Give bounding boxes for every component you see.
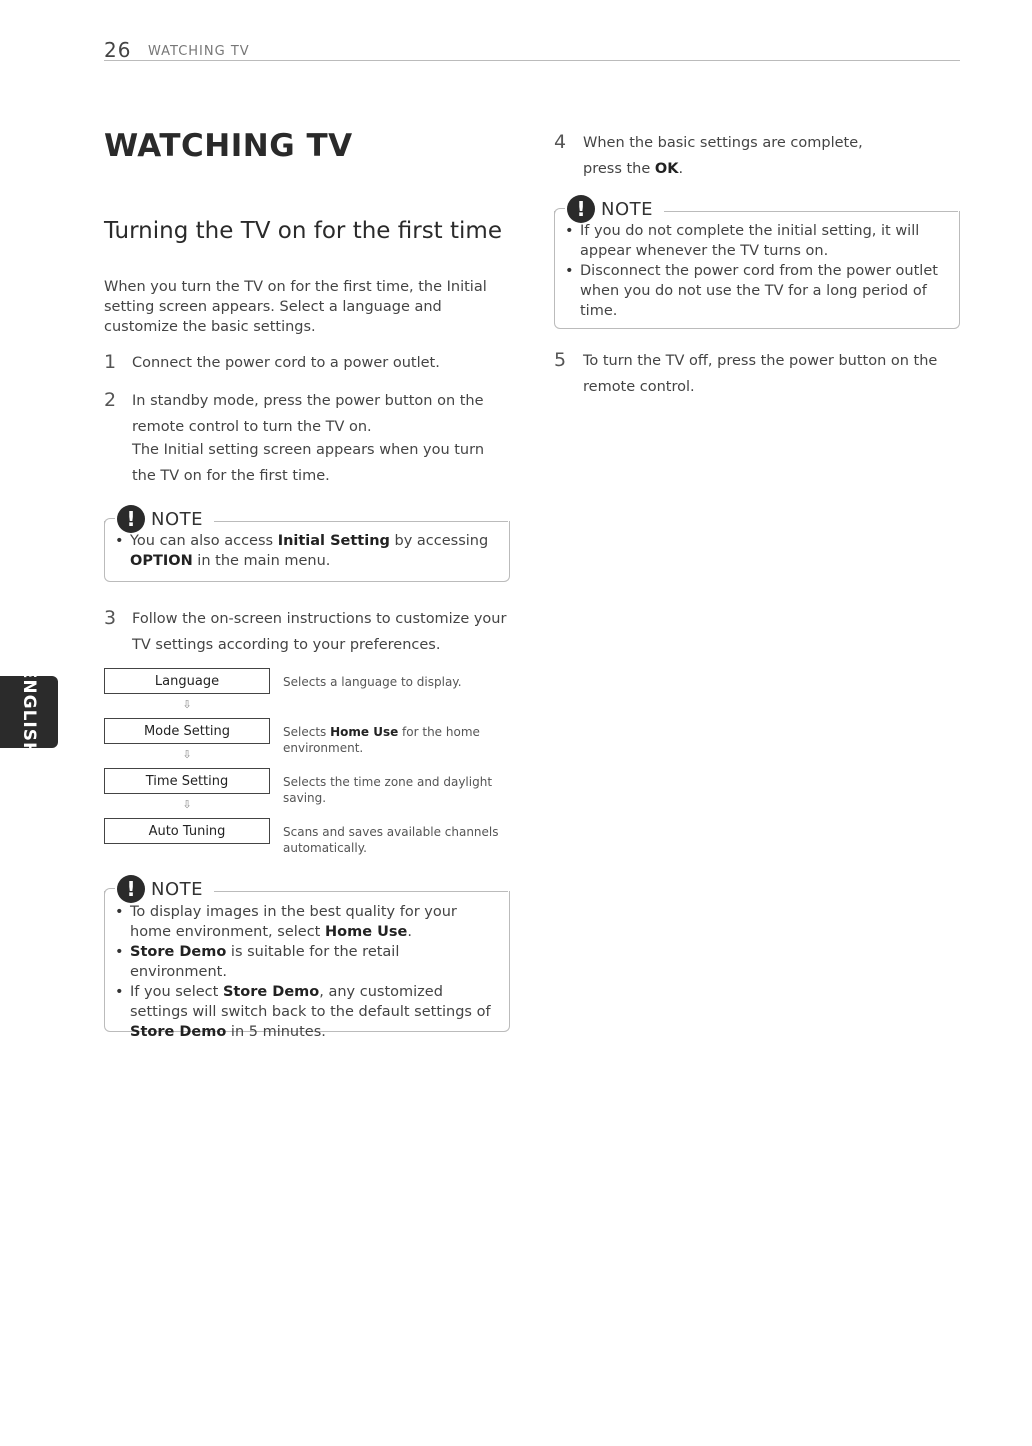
- note-2-label: NOTE: [151, 878, 204, 900]
- note-1-label: NOTE: [151, 508, 204, 530]
- note-2-item-2: • Store Demo is suitable for the retail environment.: [105, 942, 495, 982]
- step-2-number: 2: [104, 389, 117, 411]
- step-2-text: In standby mode, press the power button on the remote control to turn the TV on.: [132, 393, 484, 435]
- note-3-box: [554, 211, 960, 329]
- down-arrow-icon: ⇩: [182, 798, 192, 811]
- note-3-item-1: • If you do not complete the initial setting, it will appear whenever the TV turns on.: [555, 221, 940, 261]
- note-1-box: [104, 521, 510, 582]
- note-1-item: • You can also access Initial Setting by accessing OPTION in the main menu.: [105, 531, 509, 571]
- flow-desc-auto-tuning: Scans and saves available channels automatically.: [283, 825, 499, 855]
- step-1-text: Connect the power cord to a power outlet.: [132, 355, 440, 371]
- flow-box-language: Language: [104, 668, 270, 694]
- flow-box-time-setting: Time Setting: [104, 768, 270, 794]
- step-3-number: 3: [104, 607, 117, 629]
- note-3-item-2: • Disconnect the power cord from the power outlet when you do not use the TV for a long period of time.: [555, 261, 940, 321]
- note-2-list: [105, 902, 495, 1042]
- flow-box-auto-tuning: Auto Tuning: [104, 818, 270, 844]
- exclamation-icon: !: [117, 875, 145, 903]
- page-number: 26: [104, 38, 132, 62]
- note-2-item-3: • If you select Store Demo, any customized settings will switch back to the default settings of Store Demo in 5 minutes.: [105, 982, 495, 1042]
- flow-desc-language: Selects a language to display.: [283, 675, 462, 689]
- step-3-text: Follow the on-screen instructions to customize your TV settings according to your preferences.: [132, 611, 507, 653]
- exclamation-icon: !: [567, 195, 595, 223]
- step-5-text: To turn the TV off, press the power button on the remote control.: [583, 353, 938, 395]
- header-rule: [104, 60, 960, 61]
- flow-box-mode-setting: Mode Setting: [104, 718, 270, 744]
- note-1-list: [105, 531, 509, 571]
- note-3-label: NOTE: [601, 198, 654, 220]
- side-tab-label: ENGLISH: [19, 666, 39, 758]
- running-header: WATCHING TV: [148, 44, 250, 59]
- note-2-box: [104, 891, 510, 1040]
- exclamation-icon: !: [117, 505, 145, 533]
- language-side-tab: [0, 666, 58, 758]
- note-3-list: [555, 221, 940, 321]
- down-arrow-icon: ⇩: [182, 748, 192, 761]
- step-2-extra: The Initial setting screen appears when you turn the TV on for the first time.: [132, 442, 485, 484]
- flow-desc-time-setting: Selects the time zone and daylight saving.: [283, 775, 493, 805]
- flow-desc-mode-setting: Selects Home Use for the home environment.: [283, 725, 480, 755]
- down-arrow-icon: ⇩: [182, 698, 192, 711]
- step-1-number: 1: [104, 351, 117, 373]
- section-title: Turning the TV on for the first time: [104, 218, 502, 244]
- step-4-number: 4: [554, 131, 567, 153]
- step-5-number: 5: [554, 349, 567, 371]
- note-2-item-1: • To display images in the best quality for your home environment, select Home Use.: [105, 902, 495, 942]
- page-title: WATCHING TV: [104, 128, 353, 164]
- step-4-text: When the basic settings are complete, press the OK.: [583, 135, 863, 177]
- intro-paragraph: When you turn the TV on for the first time, the Initial setting screen appears. Select a language and customize the basic settings.: [104, 279, 487, 335]
